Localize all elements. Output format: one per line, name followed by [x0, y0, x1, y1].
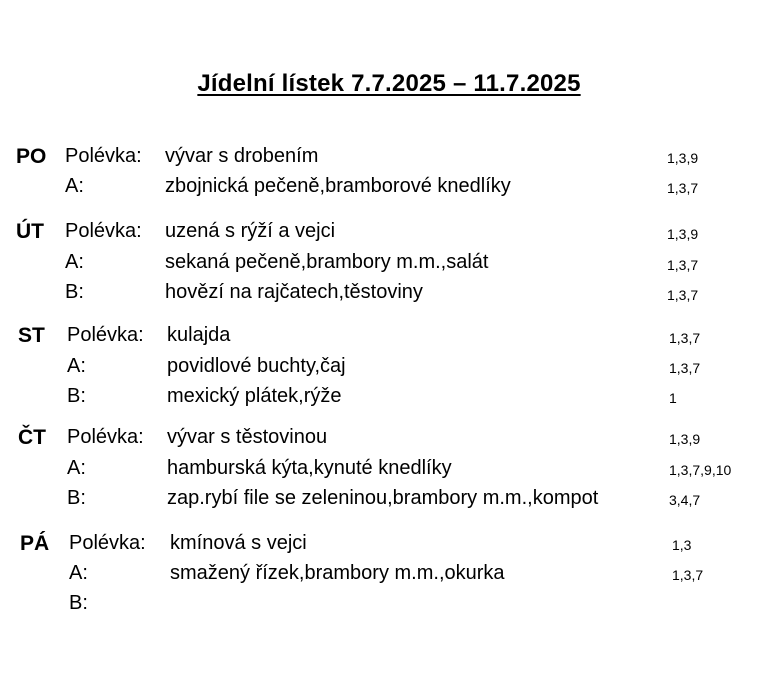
dish-name: hamburská kýta,kynuté knedlíky: [167, 457, 452, 479]
row-label: A:: [67, 457, 86, 479]
dish-name: mexický plátek,rýže: [167, 385, 342, 407]
allergen-codes: 1,3,7: [669, 360, 701, 376]
dish-name: sekaná pečeně,brambory m.m.,salát: [165, 251, 489, 273]
row-label: Polévka:: [67, 324, 144, 346]
row-label: B:: [67, 385, 86, 407]
dish-name: vývar s těstovinou: [167, 426, 328, 448]
day-code-st: ST: [18, 324, 45, 347]
row-label: Polévka:: [67, 426, 144, 448]
row-label: Polévka:: [65, 145, 142, 167]
day-code-po: PO: [16, 145, 47, 168]
dish-name: zbojnická pečeně,bramborové knedlíky: [165, 175, 511, 197]
row-label: B:: [69, 592, 88, 614]
allergen-codes: 1,3,9: [667, 150, 699, 166]
row-label: A:: [65, 175, 84, 197]
day-code-ct: ČT: [18, 426, 46, 449]
allergen-codes: 3,4,7: [669, 492, 701, 508]
row-label: A:: [65, 251, 84, 273]
allergen-codes: 1,3,9: [669, 431, 701, 447]
allergen-codes: 1,3,7: [669, 330, 701, 346]
dish-name: zap.rybí file se zeleninou,brambory m.m.,kompot: [167, 487, 599, 509]
allergen-codes: 1,3,7,9,10: [669, 462, 732, 478]
allergen-codes: 1,3,7: [672, 567, 704, 583]
allergen-codes: 1,3,7: [667, 180, 699, 196]
dish-name: smažený řízek,brambory m.m.,okurka: [170, 562, 505, 584]
row-label: A:: [69, 562, 88, 584]
row-label: B:: [67, 487, 86, 509]
allergen-codes: 1,3,9: [667, 226, 699, 242]
day-code-pa: PÁ: [20, 532, 50, 555]
dish-name: kulajda: [167, 324, 231, 346]
day-code-ut: ÚT: [16, 220, 44, 243]
row-label: B:: [65, 281, 84, 303]
dish-name: uzená s rýží a vejci: [165, 220, 336, 242]
dish-name: vývar s drobením: [165, 145, 319, 167]
menu-title: Jídelní lístek 7.7.2025 – 11.7.2025: [197, 70, 581, 97]
dish-name: povidlové buchty,čaj: [167, 355, 346, 377]
allergen-codes: 1,3,7: [667, 257, 699, 273]
row-label: Polévka:: [69, 532, 146, 554]
allergen-codes: 1,3,7: [667, 287, 699, 303]
row-label: A:: [67, 355, 86, 377]
dish-name: hovězí na rajčatech,těstoviny: [165, 281, 423, 303]
allergen-codes: 1,3: [672, 537, 692, 553]
allergen-codes: 1: [669, 390, 677, 406]
dish-name: kmínová s vejci: [170, 532, 307, 554]
row-label: Polévka:: [65, 220, 142, 242]
